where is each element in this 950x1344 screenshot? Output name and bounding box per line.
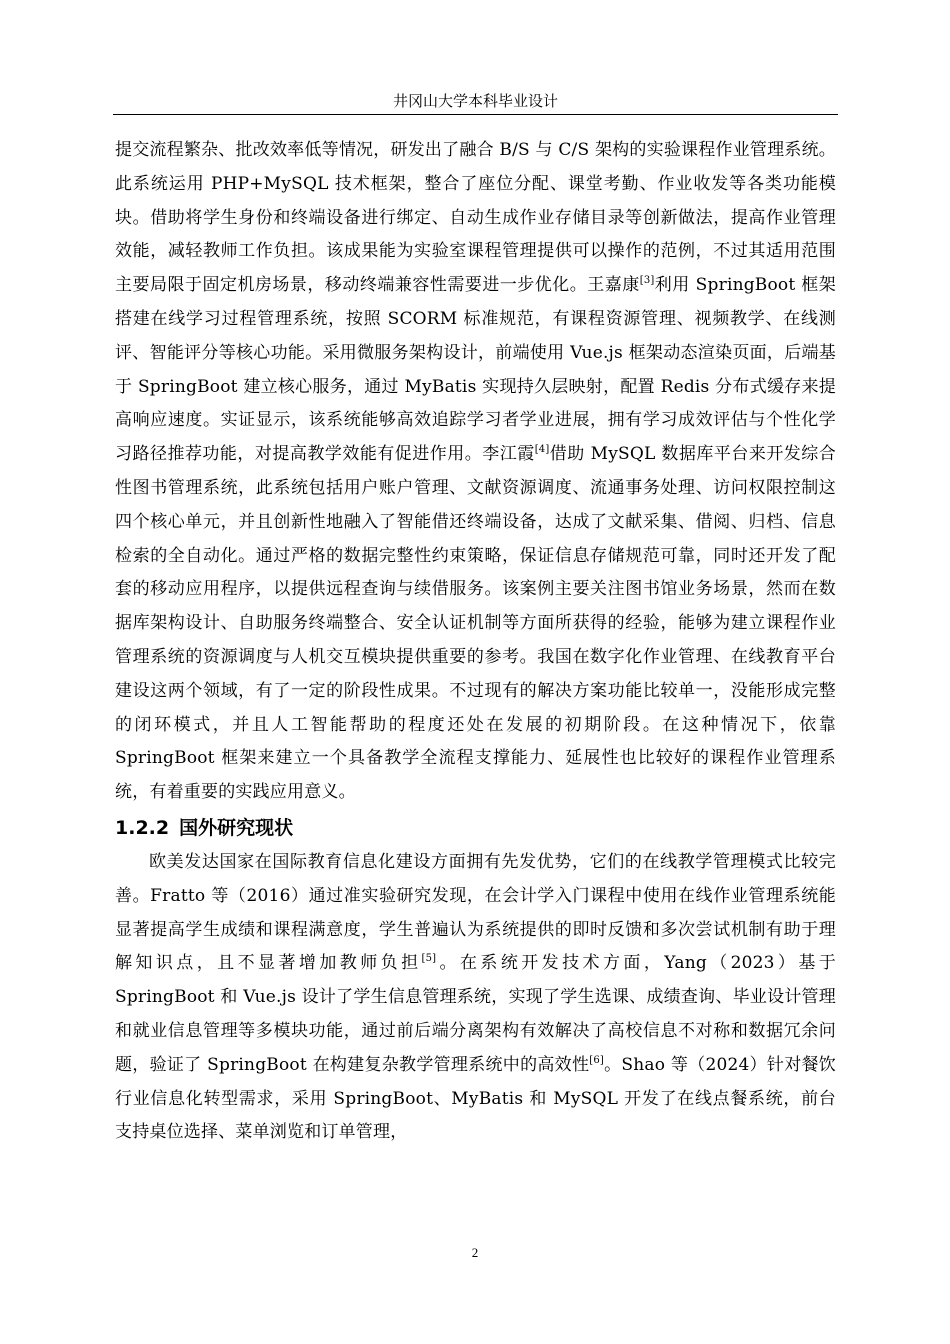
citation-ref: [5]	[421, 953, 437, 965]
paragraph-text: 借助 MySQL 数据库平台来开发综合性图书管理系统，此系统包括用户账户管理、文献资源调度、流通事务处理、访问权限控制这四个核心单元，并且创新性地融入了智能借还终端设备，达成了文献采集、借阅、归档、信息检索的全自动化。通过严格的数据完整性约束策略，保证信息存储规范可靠，同时还开发了配套的移动应用程序，以提供远程查询与续借服务。该案例主要关注图书馆业务场景，然而在数据库架构设计、自助服务终端整合、安全认证机制等方面所获得的经验，能够为建立课程作业管理系统的资源调度与人机交互模块提供重要的参考。我国在数字化作业管理、在线教育平台建设这两个领域，有了一定的阶段性成果。不过现有的解决方案功能比较单一，没能形成完整的闭环模式，并且人工智能帮助的程度还处在发展的初期阶段。在这种情况下，依靠 SpringBoot 框架来建立一个具备教学全流程支撑能力、延展性也比较好的课程作业管理系统，有着重要的实践应用意义。	[115, 444, 836, 803]
body-paragraph	[115, 134, 836, 810]
page-body	[115, 134, 836, 1150]
paragraph-text: 欧美发达国家在国际教育信息化建设方面拥有先发优势，它们的在线教学管理模式比较完善。Fratto 等（2016）通过准实验研究发现，在会计学入门课程中使用在线作业管理系统能显著提高学生成绩和课程满意度，学生普遍认为系统提供的即时反馈和多次尝试机制有助于理解知识点，且不显著增加教师负担	[115, 851, 836, 974]
paragraph-text: 。在系统开发技术方面，Yang（2023）基于 SpringBoot 和 Vue.js 设计了学生信息管理系统，实现了学生选课、成绩查询、毕业设计管理和就业信息管理等多模块功能，通过前后端分离架构有效解决了高校信息不对称和数据冗余问题，验证了 SpringBoot 在构建复杂教学管理系统中的高效性	[115, 953, 836, 1075]
paragraph-text: 提交流程繁杂、批改效率低等情况，研发出了融合 B/S 与 C/S 架构的实验课程作业管理系统。此系统运用 PHP+MySQL 技术框架，整合了座位分配、课堂考勤、作业收发等各类功能模块。借助将学生身份和终端设备进行绑定、自动生成作业存储目录等创新做法，提高作业管理效能，减轻教师工作负担。该成果能为实验室课程管理提供可以操作的范例，不过其适用范围主要局限于固定机房场景，移动终端兼容性需要进一步优化。王嘉康	[115, 140, 836, 296]
paragraph-text: 利用 SpringBoot 框架搭建在线学习过程管理系统，按照 SCORM 标准规范，有课程资源管理、视频教学、在线测评、智能评分等核心功能。采用微服务架构设计，前端使用 Vue.js 框架动态渲染页面，后端基于 SpringBoot 建立核心服务，通过 MyBatis 实现持久层映射，配置 Redis 分布式缓存来提高响应速度。实证显示，该系统能够高效追踪学习者学业进展，拥有学习成效评估与个性化学习路径推荐功能，对提高教学效能有促进作用。李江霞	[115, 275, 836, 465]
section-title: 国外研究现状	[179, 816, 294, 839]
page-number: 2	[471, 1245, 479, 1260]
citation-ref: [6]	[589, 1054, 605, 1066]
paragraph-text: 。Shao 等（2024）针对餐饮行业信息化转型需求，采用 SpringBoot、MyBatis 和 MySQL 开发了在线点餐系统，前台支持桌位选择、菜单浏览和订单管理，	[115, 1054, 836, 1143]
header-divider	[113, 114, 838, 115]
body-paragraph	[115, 846, 836, 1150]
citation-ref: [4]	[534, 444, 550, 456]
section-number: 1.2.2	[115, 816, 170, 839]
section-heading	[115, 810, 836, 846]
citation-ref: [3]	[639, 275, 655, 287]
page-header: 井冈山大学本科毕业设计	[392, 92, 558, 110]
